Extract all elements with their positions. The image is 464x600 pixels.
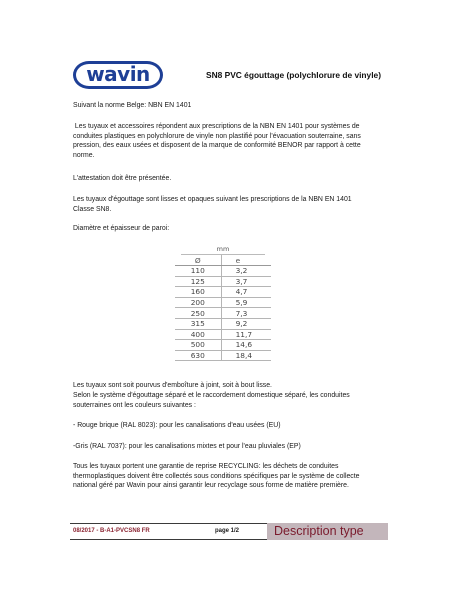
diameter-cell: 110 bbox=[175, 266, 221, 277]
diameter-cell: 250 bbox=[175, 308, 221, 319]
thickness-cell: 4,7 bbox=[221, 287, 271, 298]
attestation-text: L'attestation doit être présentée. bbox=[73, 175, 172, 182]
diameter-label: Diamètre et épaisseur de paroi: bbox=[73, 225, 170, 232]
table-header-row bbox=[175, 255, 271, 266]
document-type-label: Description type bbox=[274, 524, 364, 538]
thickness-cell: 3,7 bbox=[221, 276, 271, 287]
thickness-cell: 9,2 bbox=[221, 318, 271, 329]
table-row bbox=[175, 318, 271, 329]
thickness-cell: 18,4 bbox=[221, 350, 271, 361]
table-row bbox=[175, 340, 271, 351]
dimensions-table bbox=[175, 245, 271, 361]
table-row bbox=[175, 350, 271, 361]
norm-text: Suivant la norme Belge: NBN EN 1401 bbox=[73, 102, 192, 109]
red-pipes-text: - Rouge brique (RAL 8023): pour les canalisations d'eau usées (EU) bbox=[73, 422, 281, 429]
thickness-cell: 11,7 bbox=[221, 329, 271, 340]
document-type-box bbox=[267, 523, 388, 540]
system-paragraph: Selon le système d'égouttage séparé et le raccordement domestique séparé, les conduites souterraines ont les couleurs suivantes : bbox=[73, 392, 350, 409]
logo-text: wavin bbox=[86, 62, 150, 86]
grey-pipes-text: -Gris (RAL 7037): pour les canalisations mixtes et pour l'eau pluviales (EP) bbox=[73, 443, 301, 450]
smooth-pipes-paragraph: Les tuyaux d'égouttage sont lisses et opaques suivant les prescriptions de la NBN EN 1401 Classe SN8. bbox=[73, 196, 352, 213]
requirements-paragraph: Les tuyaux et accessoires répondent aux prescriptions de la NBN EN 1401 pour systèmes de conduites plastiques en polychlorure de vinyle non plastifié pour l'évacuation souterraine, sans pression, des eaux usées et disposent de la marque de conformité BENOR par rapport à cette norme. bbox=[73, 123, 363, 159]
diameter-cell: 125 bbox=[175, 276, 221, 287]
wavin-logo bbox=[73, 61, 163, 89]
diameter-cell: 200 bbox=[175, 297, 221, 308]
page-number: page 1/2 bbox=[215, 528, 240, 534]
diameter-cell: 400 bbox=[175, 329, 221, 340]
thickness-cell: 5,9 bbox=[221, 297, 271, 308]
diameter-header: Ø bbox=[175, 255, 221, 266]
diameter-cell: 315 bbox=[175, 318, 221, 329]
dimensions-grid bbox=[175, 255, 271, 361]
thickness-cell: 7,3 bbox=[221, 308, 271, 319]
table-row bbox=[175, 329, 271, 340]
table-row bbox=[175, 297, 271, 308]
document-title: SN8 PVC égouttage (polychlorure de vinyle) bbox=[206, 70, 381, 80]
table-row bbox=[175, 266, 271, 277]
diameter-cell: 500 bbox=[175, 340, 221, 351]
thickness-cell: 14,6 bbox=[221, 340, 271, 351]
document-reference: 08/2017 - B-A1-PVCSN8 FR bbox=[73, 528, 150, 534]
table-row bbox=[175, 276, 271, 287]
thickness-header: e bbox=[221, 255, 271, 266]
diameter-cell: 160 bbox=[175, 287, 221, 298]
footer bbox=[70, 523, 388, 540]
diameter-cell: 630 bbox=[175, 350, 221, 361]
thickness-cell: 3,2 bbox=[221, 266, 271, 277]
table-row bbox=[175, 308, 271, 319]
table-row bbox=[175, 287, 271, 298]
sockets-text: Les tuyaux sont soit pourvus d'emboîture à joint, soit à bout lisse. bbox=[73, 382, 272, 389]
recycling-paragraph: Tous les tuyaux portent une garantie de reprise RECYCLING: les déchets de conduites thermoplastiques doivent être collectés sous conditions spécifiques par le système de collecte national géré par Wavin pour ainsi garantir leur recyclage sous forme de matière première. bbox=[73, 463, 360, 490]
unit-label: mm bbox=[181, 245, 265, 255]
